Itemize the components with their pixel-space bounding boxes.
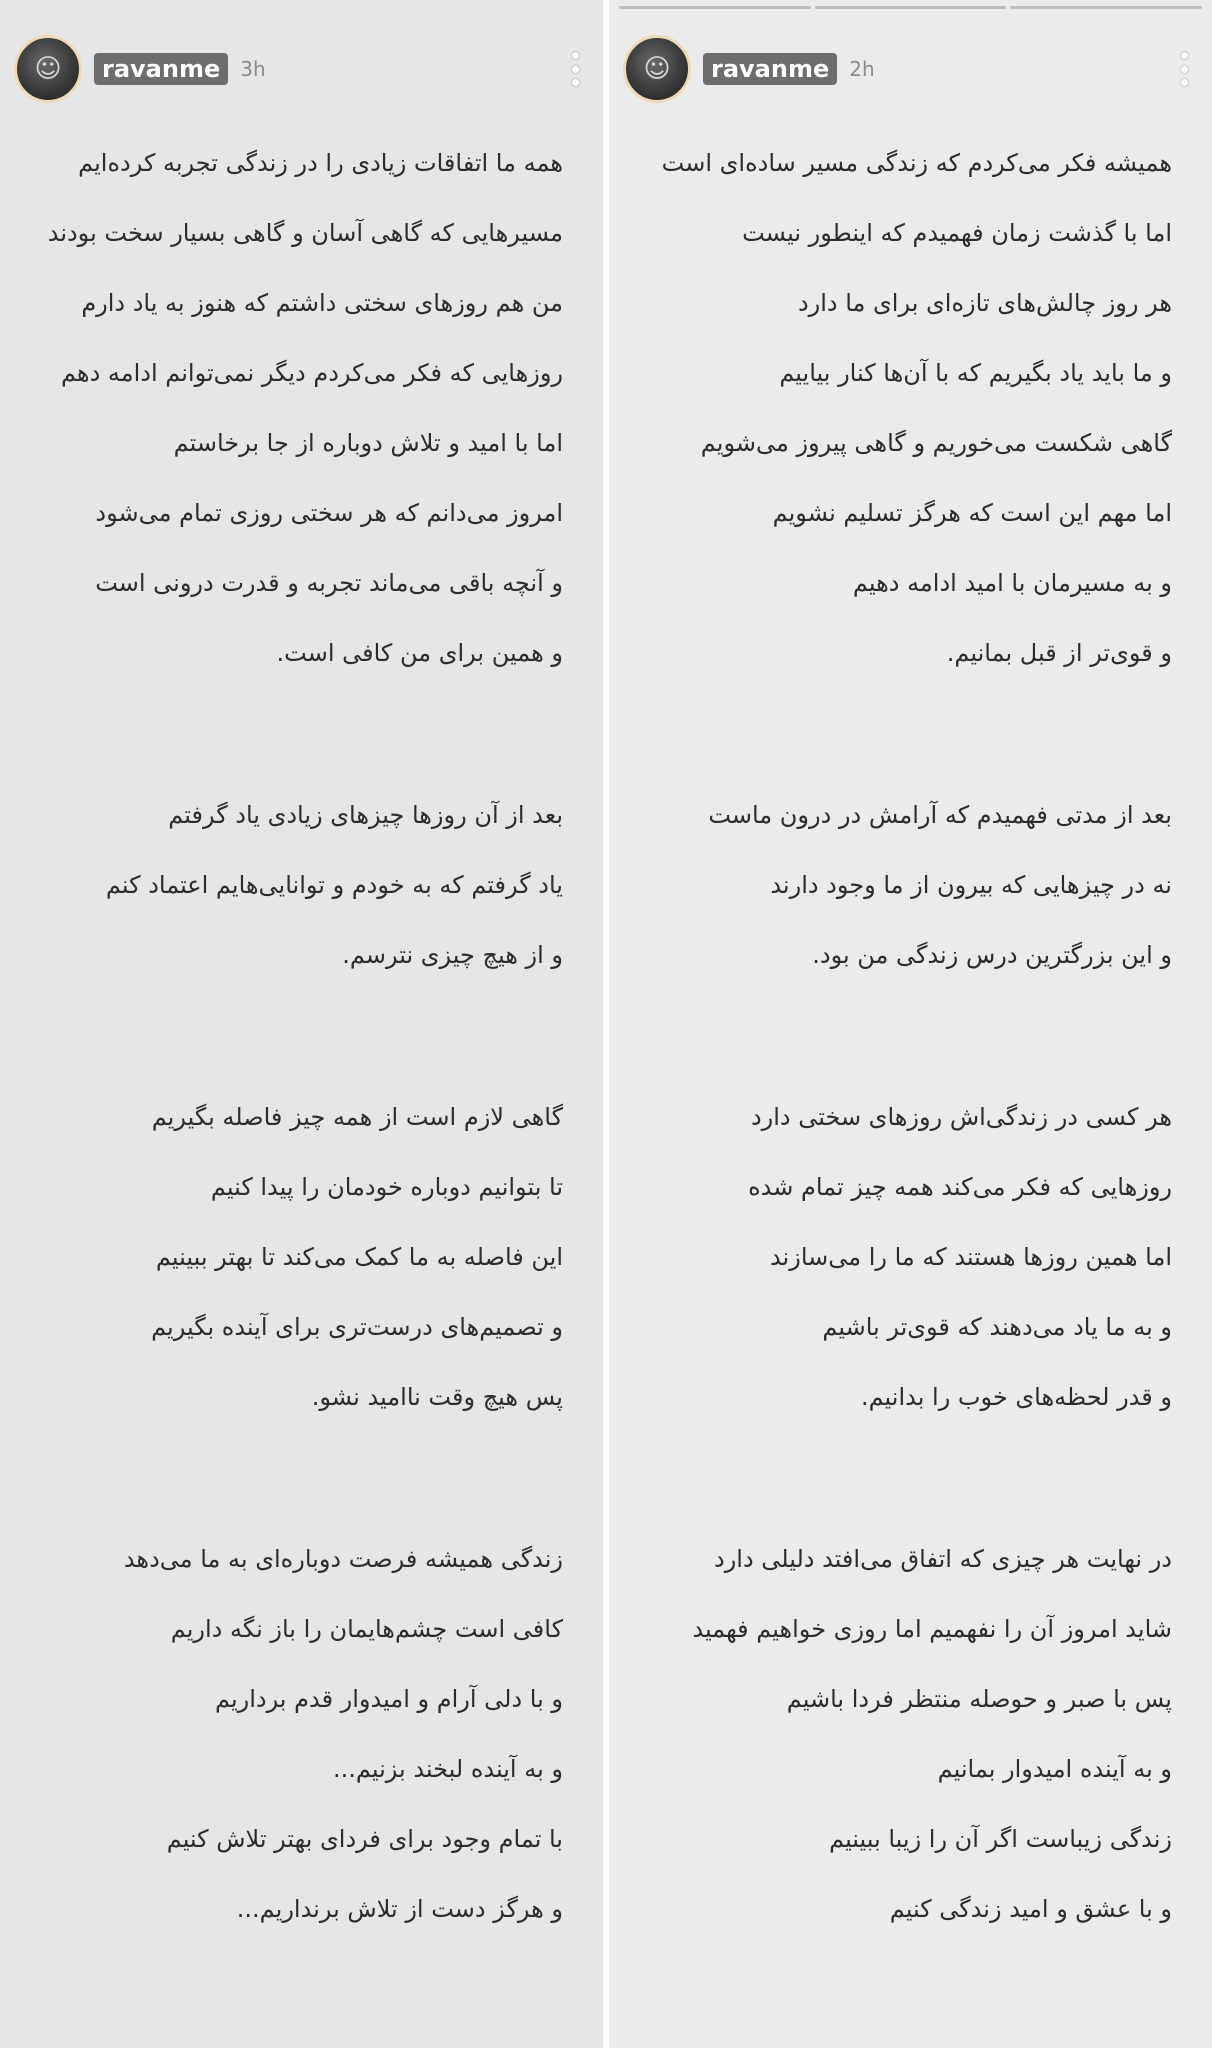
paragraph [649,780,1172,990]
progress-segment [619,6,811,9]
post-time: 2h [849,57,875,81]
paragraph [649,1524,1172,1944]
text-line: من هم روزهای سختی داشتم که هنوز به یاد دارم [81,289,563,317]
text-line: زندگی زیباست اگر آن را زیبا ببینیم [829,1825,1172,1853]
text-line: و ما باید یاد بگیریم که با آن‌ها کنار بیاییم [779,359,1172,387]
text-line: و با عشق و امید زندگی کنیم [889,1895,1172,1923]
post-time: 3h [240,57,266,81]
text-line: و تصمیم‌های درست‌تری برای آینده بگیریم [151,1313,563,1341]
text-line: و هرگز دست از تلاش برنداریم... [236,1895,563,1923]
story-header [14,34,589,104]
story-right[interactable] [609,0,1212,2048]
text-line: پس با صبر و حوصله منتظر فردا باشیم [786,1685,1172,1713]
story-header [623,34,1198,104]
text-line: و این بزرگترین درس زندگی من بود. [812,941,1172,969]
text-line: گاهی لازم است از همه چیز فاصله بگیریم [151,1103,563,1131]
avatar[interactable]: ☺ [623,35,691,103]
text-line: در نهایت هر چیزی که اتفاق می‌افتد دلیلی دارد [714,1545,1172,1573]
text-line: این فاصله به ما کمک می‌کند تا بهتر ببینیم [155,1243,563,1271]
story-text [40,128,563,1944]
more-options-icon[interactable] [561,46,589,92]
text-line: و از هیچ چیزی نترسم. [342,941,563,969]
paragraph [40,1524,563,1944]
text-line: روزهایی که فکر می‌کردم دیگر نمی‌توانم ادامه دهم [60,359,563,387]
username[interactable]: ravanme [94,53,228,85]
text-line: بعد از آن روزها چیزهای زیادی یاد گرفتم [168,801,563,829]
text-line: کافی است چشم‌هایمان را باز نگه داریم [170,1615,563,1643]
paragraph [649,1082,1172,1432]
text-line: مسیرهایی که گاهی آسان و گاهی بسیار سخت بودند [47,219,563,247]
text-line: هر روز چالش‌های تازه‌ای برای ما دارد [797,289,1172,317]
text-line: اما با گذشت زمان فهمیدم که اینطور نیست [742,219,1172,247]
text-line: یاد گرفتم که به خودم و توانایی‌هایم اعتماد کنم [105,871,563,899]
paragraph [40,128,563,688]
text-line: و به آینده لبخند بزنیم... [332,1755,563,1783]
text-line: همه ما اتفاقات زیادی را در زندگی تجربه کرده‌ایم [78,149,563,177]
text-line: اما با امید و تلاش دوباره از جا برخاستم [173,429,563,457]
text-line: و به مسیرمان با امید ادامه دهیم [852,569,1172,597]
paragraph [649,128,1172,688]
text-line: و قدر لحظه‌های خوب را بدانیم. [860,1383,1172,1411]
text-line: نه در چیزهایی که بیرون از ما وجود دارند [770,871,1172,899]
text-line: و آنچه باقی می‌ماند تجربه و قدرت درونی است [95,569,563,597]
text-line: پس هیچ وقت ناامید نشو. [311,1383,563,1411]
text-line: امروز می‌دانم که هر سختی روزی تمام می‌شود [95,499,563,527]
text-line: و به ما یاد می‌دهند که قوی‌تر باشیم [822,1313,1172,1341]
text-line: و همین برای من کافی است. [276,639,563,667]
more-options-icon[interactable] [1170,46,1198,92]
progress-segment [815,6,1007,9]
text-line: با تمام وجود برای فردای بهتر تلاش کنیم [166,1825,563,1853]
text-line: روزهایی که فکر می‌کند همه چیز تمام شده [748,1173,1172,1201]
avatar[interactable]: ☺ [14,35,82,103]
text-line: هر کسی در زندگی‌اش روزهای سختی دارد [750,1103,1172,1131]
paragraph [40,1082,563,1432]
text-line: و به آینده امیدوار بمانیم [937,1755,1172,1783]
text-line: همیشه فکر می‌کردم که زندگی مسیر ساده‌ای است [661,149,1172,177]
story-text [649,128,1172,1944]
text-line: بعد از مدتی فهمیدم که آرامش در درون ماست [708,801,1172,829]
story-progress-bar [619,6,1202,9]
text-line: تا بتوانیم دوباره خودمان را پیدا کنیم [210,1173,563,1201]
text-line: اما مهم این است که هرگز تسلیم نشویم [772,499,1172,527]
text-line: شاید امروز آن را نفهمیم اما روزی خواهیم فهمید [692,1615,1172,1643]
text-line: زندگی همیشه فرصت دوباره‌ای به ما می‌دهد [123,1545,563,1573]
text-line: گاهی شکست می‌خوریم و گاهی پیروز می‌شویم [700,429,1172,457]
username[interactable]: ravanme [703,53,837,85]
paragraph [40,780,563,990]
text-line: و با دلی آرام و امیدوار قدم برداریم [214,1685,563,1713]
progress-segment [1010,6,1202,9]
story-left[interactable] [0,0,603,2048]
text-line: و قوی‌تر از قبل بمانیم. [946,639,1172,667]
text-line: اما همین روزها هستند که ما را می‌سازند [769,1243,1172,1271]
